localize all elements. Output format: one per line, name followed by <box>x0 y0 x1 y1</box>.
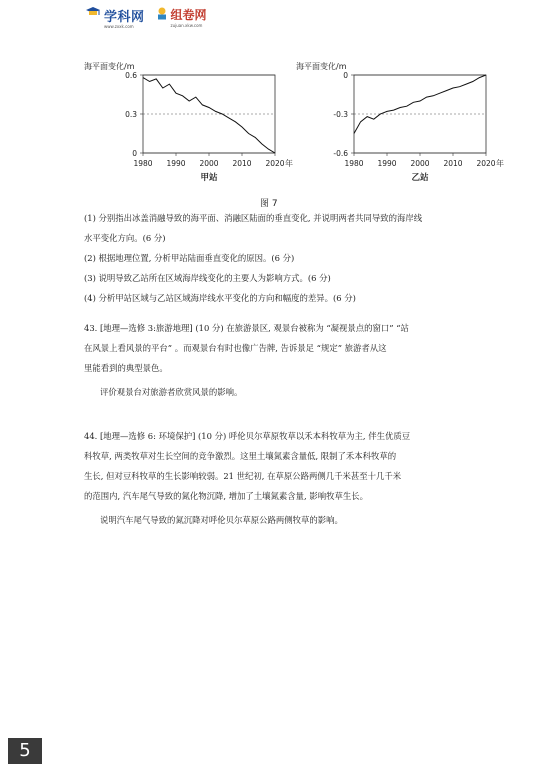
logo2-text: 组卷网 <box>170 8 207 22</box>
chart1-series-line <box>143 78 275 153</box>
chart1-xtick-label: 2000 <box>199 159 219 168</box>
chart2-series-line <box>354 75 486 134</box>
q44-line4: 的范围内, 汽车尾气导致的氮化物沉降, 增加了土壤氮素含量, 影响牧草生长。 <box>84 491 368 501</box>
logo1-sub: www.zxxk.com <box>104 24 134 29</box>
q43-line1: 43. [地理—选修 3:旅游地理] (10 分) 在旅游景区, 观景台被称为 “凝视景点的窗口” “站 <box>84 323 409 333</box>
chart1-ylabel: 海平面变化/m <box>84 62 135 71</box>
chart2-xtick-label: 1980 <box>344 159 364 168</box>
chart1-station-label: 甲站 <box>200 173 218 183</box>
q43-line2: 在风景上看风景的平台” 。而观景台有时也像广告牌, 告诉景足 “规定” 旅游者从这 <box>84 343 387 353</box>
question-42-block <box>84 208 476 308</box>
chart2-ytick-label: -0.3 <box>333 110 348 119</box>
q42-3: (3) 说明导致乙站所在区域海岸线变化的主要人为影响方式。(6 分) <box>84 273 331 283</box>
q44-line3: 生长, 但对豆科牧草的生长影响较弱。21 世纪初, 在草原公路两侧几千米甚至十几千米 <box>84 471 402 481</box>
logo2-sub: zujuan.xkw.com <box>170 23 203 28</box>
chart2-xtick-label: 1990 <box>377 159 397 168</box>
chart2-ytick-label: -0.6 <box>333 149 348 158</box>
q42-1-line2: 水平变化方向。(6 分) <box>84 233 166 243</box>
question-43-block <box>84 318 476 402</box>
chart1-xtick-label: 2010 <box>232 159 252 168</box>
chart2-station-label: 乙站 <box>411 173 429 183</box>
q43-prompt: 评价观景台对旅游者欣赏风景的影响。 <box>100 387 243 397</box>
q42-2: (2) 根据地理位置, 分析甲站陆面垂直变化的原因。(6 分) <box>84 253 295 263</box>
q43-line3: 里能看到的典型景色。 <box>84 363 168 373</box>
q44-line2: 科牧草, 两类牧草对生长空间的竞争激烈。这里土壤氮素含量低, 限制了禾本科牧草的 <box>84 451 397 461</box>
figure-label: 图 7 <box>260 199 278 209</box>
chart2-xtick-label: 2010 <box>443 159 463 168</box>
q44-prompt: 说明汽车尾气导致的氮沉降对呼伦贝尔草原公路两侧牧草的影响。 <box>100 515 343 525</box>
chart1-xtick-label: 1980 <box>133 159 153 168</box>
chart2-ytick-label: 0 <box>343 71 348 80</box>
chart1-xunit: 年 <box>285 159 293 168</box>
chart2-xtick-label: 2000 <box>410 159 430 168</box>
q44-line1: 44. [地理—选修 6: 环境保护] (10 分) 呼伦贝尔草原牧草以禾本科牧草为主, 伴生优质豆 <box>84 431 411 441</box>
figure-7-charts <box>0 0 550 215</box>
chart2-xtick-label: 2020 <box>476 159 496 168</box>
chart1-xtick-label: 2020 <box>265 159 285 168</box>
page-number: 5 <box>8 738 42 764</box>
chart1-xtick-label: 1990 <box>166 159 186 168</box>
chart1-ytick-label: 0 <box>132 149 137 158</box>
chart2-xunit: 年 <box>496 159 504 168</box>
chart2-ylabel: 海平面变化/m <box>296 62 347 71</box>
chart1-ytick-label: 0.6 <box>125 71 137 80</box>
chart1-ytick-label: 0.3 <box>125 110 137 119</box>
question-44-block <box>84 426 476 530</box>
q42-4: (4) 分析甲站区域与乙站区域海岸线水平变化的方向和幅度的差异。(6 分) <box>84 293 356 303</box>
logo1-text: 学科网 <box>104 10 145 25</box>
q42-1-line1: (1) 分别指出冰盖消融导致的海平面、消融区陆面的垂直变化, 并说明两者共同导致的海岸线 <box>84 213 423 223</box>
